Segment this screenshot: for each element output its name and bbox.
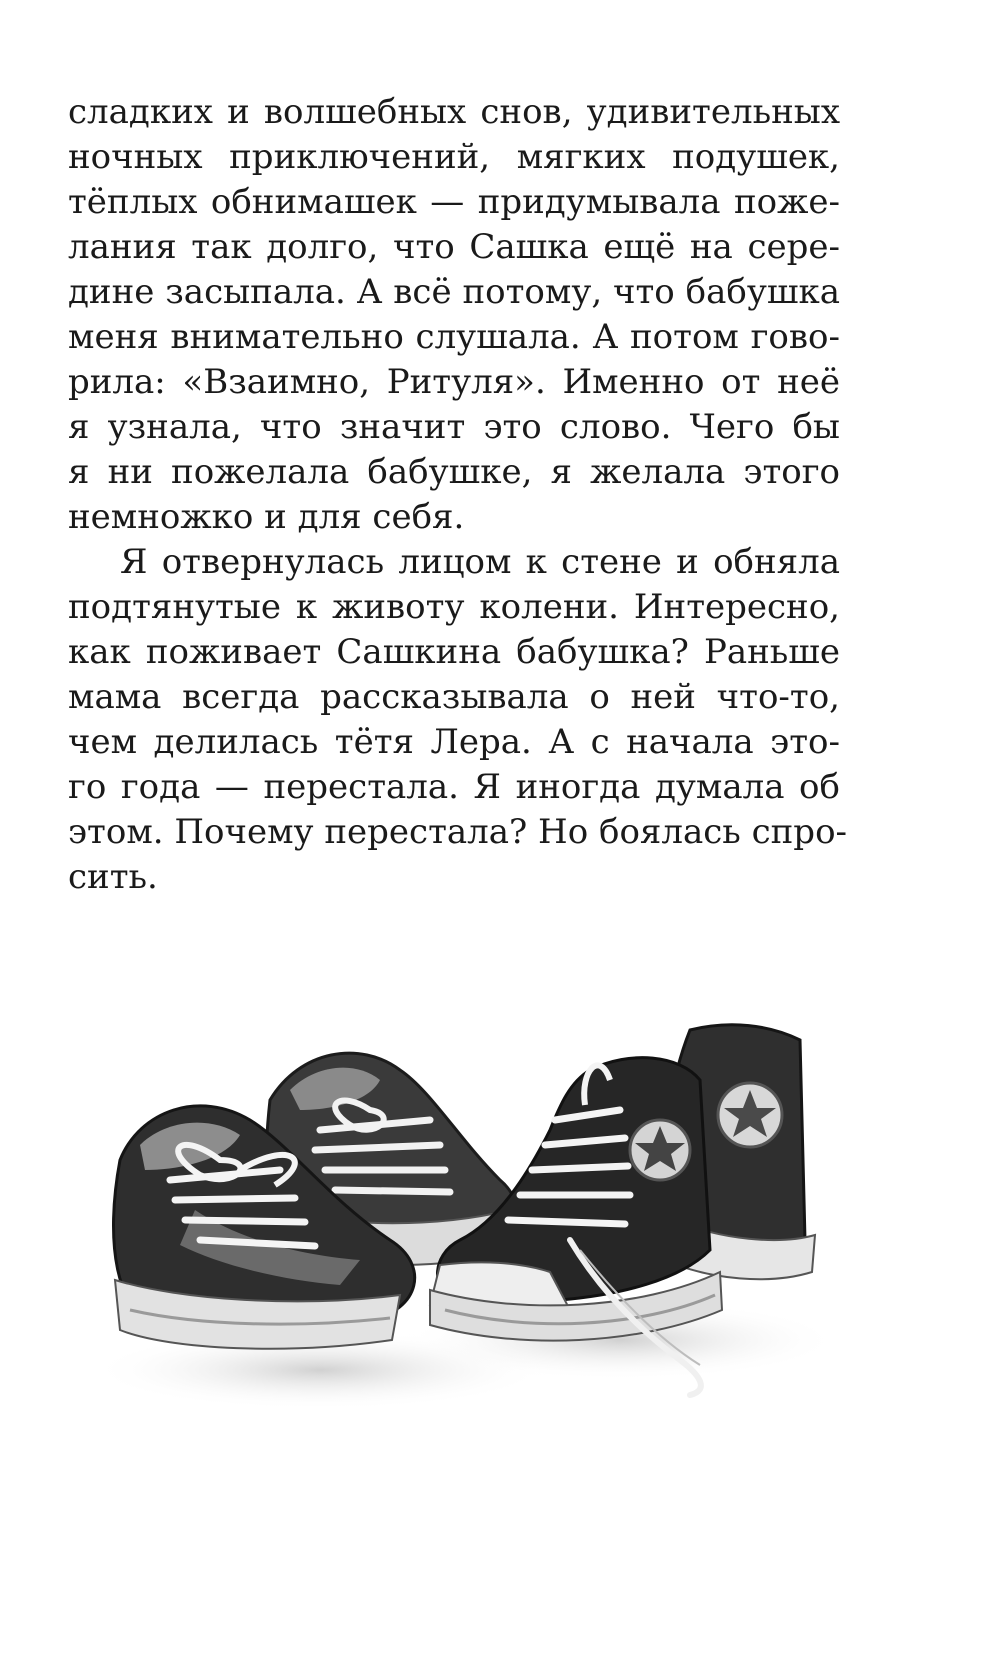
paragraph-1 (68, 90, 840, 540)
text-line: лания так долго, что Сашка ещё на сере- (68, 227, 840, 267)
text-line: рила: «Взаимно, Ритуля». Именно от неё (68, 362, 840, 402)
paragraph-2 (68, 540, 848, 900)
text-line: как поживает Сашкина бабушка? Раньше (68, 632, 840, 672)
text-line: сить. (68, 857, 158, 897)
text-line: дине засыпала. А всё потому, что бабушка (68, 272, 840, 312)
text-line: я ни пожелала бабушке, я желала этого (68, 452, 840, 492)
text-line: тёплых обнимашек — придумывала поже- (68, 182, 840, 222)
text-line: меня внимательно слушала. А потом гово- (68, 317, 840, 357)
sneakers-illustration (100, 1010, 830, 1430)
text-line: Я отвернулась лицом к стене и обняла (120, 542, 840, 582)
text-line: сладких и волшебных снов, удивительных (68, 92, 840, 132)
text-line: этом. Почему перестала? Но боялась спро- (68, 812, 848, 852)
text-line: го года — перестала. Я иногда думала об (68, 767, 840, 807)
text-line: мама всегда рассказывала о ней что-то, (68, 677, 840, 717)
text-line: я узнала, что значит это слово. Чего бы (68, 407, 840, 447)
text-line: чем делилась тётя Лера. А с начала это- (68, 722, 840, 762)
text-line: ночных приключений, мягких подушек, (68, 137, 840, 177)
text-line: подтянутые к животу колени. Интересно, (68, 587, 840, 627)
text-line: немножко и для себя. (68, 497, 465, 537)
text-block (68, 90, 848, 900)
